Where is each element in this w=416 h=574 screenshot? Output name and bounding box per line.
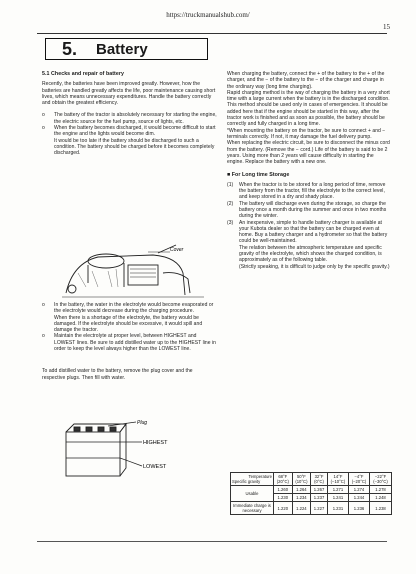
header-rule [37, 33, 387, 34]
add-water-paragraph: To add distilled water to the battery, remove the plug cover and the respective plugs. Then fill with water. [42, 368, 193, 381]
intro-paragraph: Recently, the batteries have been improved greatly. However, how the batteries are handled greatly affects the life, poor maintenance causing short lives, which means unnecessary expenditures. Handle the battery correctly and obtain the greatest efficiency. [42, 81, 216, 107]
battery-level-figure [62, 420, 192, 480]
column-header: 68°F (20°C) [274, 473, 293, 486]
specific-gravity-table [230, 472, 392, 515]
right-column [227, 71, 390, 270]
list-item: (1) When the tractor is to be stored for a long period of time, remove the battery from the tractor, fill the electrolyte to the correct level, and keep stored in a dry and shady place. [227, 181, 386, 201]
source-url[interactable]: https://truckmanualshub.com/ [166, 11, 250, 19]
section-title: 5.1 Checks and repair of battery [42, 71, 124, 77]
chapter-heading [45, 38, 208, 60]
table-row: Immediate charge is necessary 1.220 1.224 1.227 1.231 1.236 1.238 [231, 502, 392, 515]
left-column [42, 71, 217, 157]
chapter-title: Battery [96, 41, 148, 58]
row-label: Immediate charge is necessary [231, 502, 274, 515]
plug-label: Plug [137, 420, 148, 426]
replace-paragraph: When replacing the electric circuit, be sure to disconnect the minus cord from the battery. (Remove the − cord.) Life of the battery is said to be 2 years. Using more than 2 years will cause difficulty in starting the engine. Replace the battery with a new one. [227, 140, 390, 166]
highest-label: HIGHEST [143, 440, 168, 446]
lowest-label: LOWEST [143, 464, 167, 470]
column-header: −4°F (−20°C) [348, 473, 369, 486]
bullet-list-top [42, 112, 217, 156]
tractor-battery-illustration [58, 243, 208, 299]
strictly-note: (Strictly speaking, it is difficult to judge only by the specific gravity.) [239, 263, 390, 270]
chapter-number: 5. [62, 39, 78, 59]
relation-paragraph: The relation between the atmospheric temperature and specific gravity of the electrolyte, which shows the charged condition, is approximately as of the following table. [239, 244, 382, 264]
column-header: 50°F (10°C) [292, 473, 311, 486]
column-header: −22°F (−30°C) [370, 473, 392, 486]
page-number: 15 [383, 23, 390, 31]
column-header: 32°F (0°C) [311, 473, 328, 486]
cover-label: Cover [170, 247, 184, 253]
table-corner: Temperature Specific gravity [232, 474, 272, 484]
list-item: (3) An inexpensive, simple to handle battery charger is available at your Kubota dealer so that the battery can be charged even at home. Buy a battery charger and a hydrometer so that the battery could be well-maintained. [227, 219, 388, 245]
charging-paragraph: When charging the battery, connect the + of the battery to the + of the charger, and the − of the battery to the − of the charger and charge in the ordinary way (long time charging). [227, 71, 385, 90]
footer-rule [37, 541, 387, 542]
rapid-charging-paragraph: Rapid charging method is the way of charging the battery in a very short time with a large current when the battery is in the discharged condition. This method should be used only in cases of emergencies. It should be added here that if the engine should be started in this way, after the tractor work is finished and as soon as possible, the battery should be correctly and fully charged in a long time. [227, 89, 390, 128]
list-item: o In the battery, the water in the electrolyte would become evaporated or the electrolyte would decrease during the charging procedure. [42, 302, 214, 315]
column-header: 14°F (−10°C) [327, 473, 348, 486]
list-item: o Maintain the electrolyte at proper level, between HIGHEST and LOWEST lines. Be sure to add distilled water up to the HIGHEST line in order to keep the level always higher than the LOWEST line. [42, 333, 217, 353]
storage-heading: ■ For Long time Storage [227, 172, 290, 179]
left-column-lower [42, 302, 217, 381]
list-item: It would be too late if the battery should be discharged to such a condition. The battery should be charged before it becomes completely discharged. [54, 137, 215, 157]
list-item: o The battery of the tractor is absolutely necessary for starting the engine, the electric source for the fuel pump, source of lights, etc. [42, 112, 217, 125]
table-row: Usable 1.260 1.264 1.267 1.271 1.274 1.278 [231, 486, 392, 494]
list-item: (2) The battery will discharge even during the storage, so charge the battery once a month during the summer and once in two months during the winter. [227, 200, 387, 220]
mounting-note: *When mounting the battery on the tractor, be sure to connect + and − terminals correctly. If not, it may damage the fuel delivery pump. [227, 127, 386, 140]
table-row: 1.230 1.234 1.237 1.241 1.244 1.248 [231, 494, 392, 502]
row-label: Usable [231, 486, 274, 502]
list-item: When there is a shortage of the electrolyte, the battery would be damaged. If the electrolyte should be excessive, it would spill and damage the tractor. [54, 314, 203, 334]
list-item: o When the battery becomes discharged, it would become difficult to start the engine and the lights would become dim. [42, 125, 216, 138]
